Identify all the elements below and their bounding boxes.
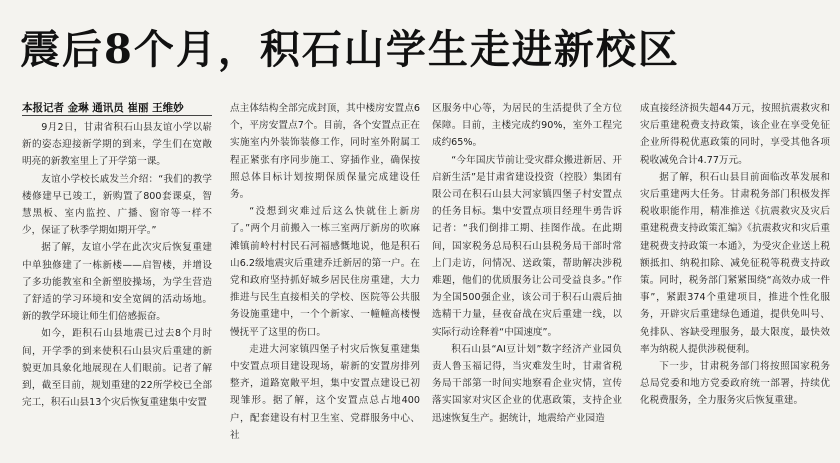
paragraph: 据了解，积石山县目前面临改革发展和灾后重建两大任务。甘肃税务部门积极发挥税收职能作用，精准推送《抗震救灾及灾后重建税费支持政策汇编》《抗震救灾和灾后重建税费支持政策一本通》，为受灾企业送上税额抵扣、纳税扣除、减免征税等税费支持政策。同时，税务部门紧紧围绕“高效办成一件事”，紧跟374个重建项目，推进个性化服务，开辟灾后重建绿色通道，提供免叫号、免排队、容缺受理服务，最大限度，最快效率为纳税人提供涉税便利。 [640,171,830,355]
paragraph: “没想到灾难过后这么快就住上新房了。”两个月前搬入一栋三室两厅新房的吹麻滩镇前岭村村民石河福感慨地说，他是积石山6.2级地震灾后重建乔迁新居的第一户。在党和政府坚持抓好城乡居民住房重建，大力推进与民生直接相关的学校、医院等公共服务设施重建中，一个个新家、一幢幢高楼慢慢抚平了这里的伤口。 [230,206,420,338]
paragraph: 下一步，甘肃税务部门将按照国家税务总局党委和地方党委政府统一部署，持续优化税费服务，全力服务灾后恢复重建。 [640,361,830,407]
paragraph: 据了解，友谊小学在此次灾后恢复重建中单独修建了一栋新楼——启智楼，并增设了多功能教室和全新塑胶操场，为学生营造了舒适的学习环境和安全宽阔的活动场地。新的教学环境让师生们倍感振奋。 [22,242,212,323]
paragraph: 友谊小学校长戚发兰介绍：“我们的教学楼修建早已竣工，新购置了800套课桌，智慧黑板、室内监控、广播、窗帘等一样不少，保证了秋季学期如期开学。” [22,173,212,237]
paragraph: 成直接经济损失超44万元，按照抗震救灾和灾后重建税费支持政策，该企业在享受免征企业所得税优惠政策的同时，享受其他各项税收减免合计4.77万元。 [640,103,830,166]
byline: 本报记者 金琳 通讯员 崔丽 王维妙 [22,102,184,114]
column-4 [640,100,830,460]
headline: 震后8个月，积石山学生走进新校区 [20,26,680,73]
paragraph: 点主体结构全部完成封顶，其中楼房安置点6个，平房安置点7个。目前，各个安置点正在实施室内外装饰装修工作，同时室外附属工程正紧张有序同步施工、穿插作业，确保按照总体目标计划按期保质保量完成建设任务。 [230,103,420,201]
paragraph: 走进大河家镇四堡子村灾后恢复重建集中安置点项目建设现场，崭新的安置房排列整齐，道路宽敞平坦，集中安置点建设已初现雏形。据了解，这个安置点总占地400户，配套建设有村卫生室、党群服务中心、社 [230,343,420,441]
column-2 [230,100,420,460]
paragraph: “今年国庆节前让受灾群众搬进新居、开启新生活”是甘肃省建设投资（控股）集团有限公司在积石山县大河家镇四堡子村安置点的任务目标。集中安置点项目经理牛勇告诉记者：“我们倒排工期、挂图作战。在此期间，国家税务总局积石山县税务局干部时常上门走访，问情况、送政策，帮助解决涉税难题，他们的优质服务让公司受益良多。”作为全国500强企业，该公司于积石山震后抽选精干力量，昼夜奋战在灾后重建一线，以实际行动诠释着“中国速度”。 [432,154,622,338]
paragraph: 如今，距积石山县地震已过去8个月时间，开学季的到来使积石山县灾后重建的新貌更加具象化地展现在人们眼前。记者了解到，截至目前，规划重建的22所学校已全部完工，积石山县13个灾后恢复重建集中安置 [22,328,212,409]
paragraph: 区服务中心等，为居民的生活提供了全方位保障。目前，主楼完成约90%，室外工程完成约65%。 [432,103,622,149]
paragraph: 积石山县“AI豆计划”数字经济产业园负责人鲁玉福记得，当灾难发生时，甘肃省税务局干部第一时间实地察看企业灾情，宣传落实国家对灾区企业的优惠政策，支持企业迅速恢复生产。据统计，地震给产业园造 [432,343,622,424]
byline-rule [22,115,212,116]
column-1 [22,119,212,459]
column-3 [432,100,622,460]
paragraph: 9月2日，甘肃省积石山县友谊小学以崭新的姿态迎接新学期的到来，学生们在宽敞明亮的新教室里上了开学第一课。 [22,122,212,168]
